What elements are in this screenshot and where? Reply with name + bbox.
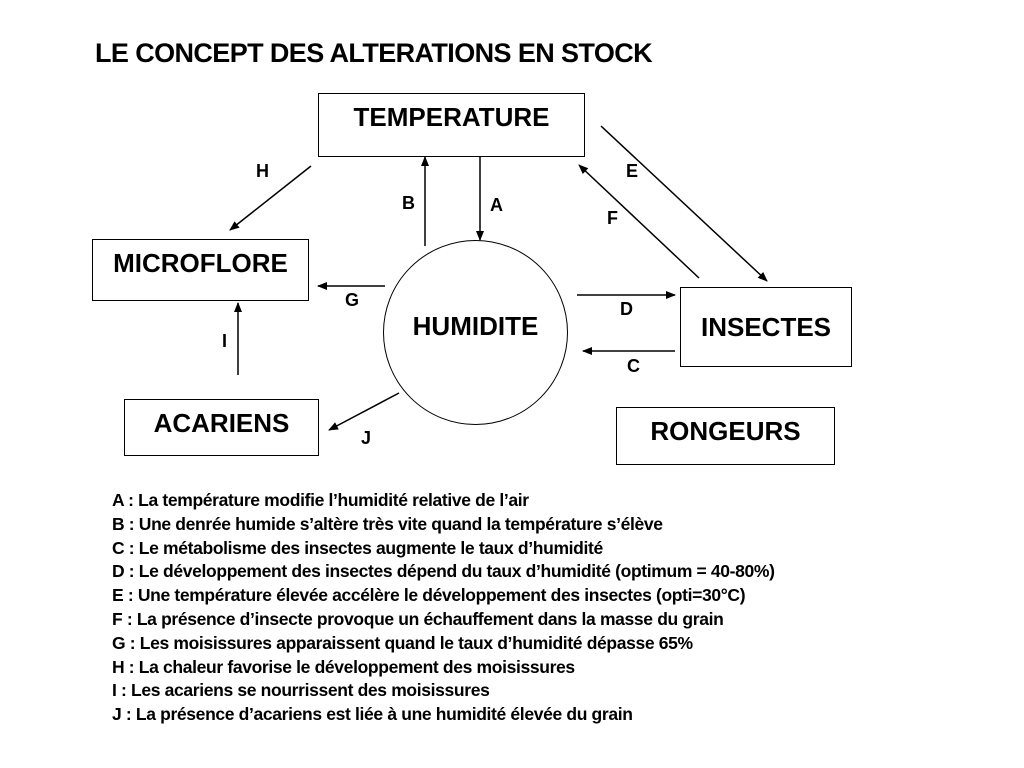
arrow-label-h: H (256, 161, 269, 181)
arrow-label-a: A (490, 195, 503, 215)
arrow-label-e: E (626, 161, 639, 181)
arrow-label-c: C (627, 356, 640, 376)
arrow-label-i: I (222, 331, 228, 351)
legend-item-i: I : Les acariens se nourrissent des moisissures (112, 680, 490, 701)
legend-item-g: G : Les moisissures apparaissent quand le taux d’humidité dépasse 65% (112, 632, 693, 653)
legend-item-c: C : Le métabolisme des insectes augmente le taux d’humidité (112, 537, 603, 558)
arrow-label-j: J (361, 428, 372, 448)
arrow-h (230, 166, 311, 230)
legend-item-d: D : Le développement des insectes dépend du taux d’humidité (optimum = 40-80%) (112, 561, 775, 582)
node-insectes: INSECTES (680, 287, 852, 367)
node-rongeurs: RONGEURS (616, 407, 835, 465)
legend-item-a: A : La température modifie l’humidité relative de l’air (112, 490, 529, 510)
arrow-j (329, 393, 399, 430)
legend-item-j: J : La présence d’acariens est liée à une humidité élevée du grain (112, 704, 633, 725)
legend-item-e: E : Une température élevée accélère le développement des insectes (opti=30°C) (112, 585, 746, 606)
diagram-title: LE CONCEPT DES ALTERATIONS EN STOCK (95, 38, 653, 68)
node-temperature: TEMPERATURE (318, 93, 585, 157)
node-acariens: ACARIENS (124, 399, 319, 456)
node-humidite: HUMIDITE (383, 240, 568, 425)
arrow-label-d: D (620, 299, 633, 319)
arrow-label-f: F (607, 208, 618, 228)
arrow-f (579, 165, 699, 278)
legend-item-b: B : Une denrée humide s’altère très vite quand la température s’élève (112, 513, 663, 534)
legend (112, 489, 775, 727)
node-microflore: MICROFLORE (92, 239, 309, 301)
legend-item-h: H : La chaleur favorise le développement des moisissures (112, 656, 575, 677)
legend-item-f: F : La présence d’insecte provoque un échauffement dans la masse du grain (112, 608, 724, 629)
arrow-label-g: G (345, 290, 360, 310)
arrow-label-b: B (402, 193, 415, 213)
arrow-e (601, 126, 767, 281)
